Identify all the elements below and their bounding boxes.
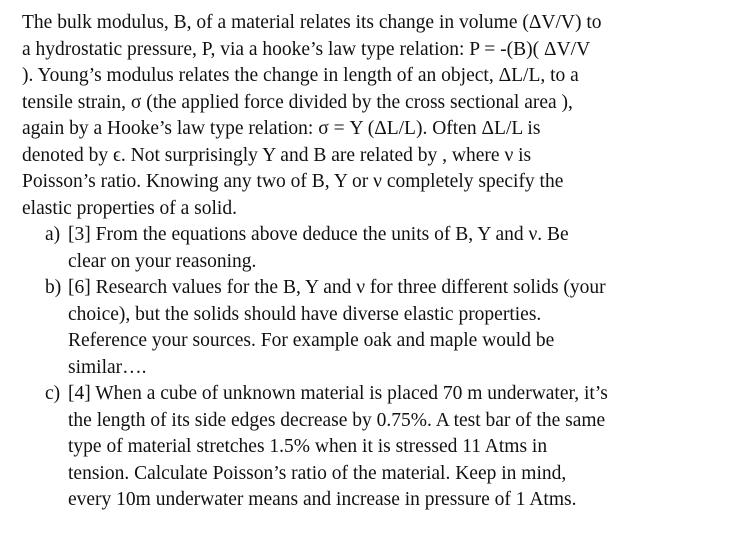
- item-marker: a): [45, 224, 61, 245]
- item-line: clear on your reasoning.: [68, 250, 257, 272]
- item-line: [3] From the equations above deduce the units of B, Y and ν. Be: [68, 224, 569, 245]
- item-line: every 10m underwater means and increase in pressure of 1 Atms.: [68, 489, 577, 510]
- item-marker: b): [45, 277, 62, 298]
- item-line: type of material stretches 1.5% when it is stressed 11 Atms in: [68, 436, 548, 457]
- item-line: similar….: [68, 356, 147, 378]
- item-line: Reference your sources. For example oak and maple would be: [68, 330, 555, 351]
- item-line: tension. Calculate Poisson’s ratio of the material. Keep in mind,: [68, 462, 567, 484]
- intro-line: a hydrostatic pressure, P, via a hooke’s law type relation: P = -(B)( ΔV/V: [22, 38, 591, 60]
- question-item-c: [22, 381, 736, 514]
- intro-line: ). Young’s modulus relates the change in length of an object, ΔL/L, to a: [22, 65, 579, 86]
- intro-line: The bulk modulus, B, of a material relates its change in volume (ΔV/V) to: [22, 12, 602, 33]
- intro-line: denoted by ϵ. Not surprisingly Y and B are related by , where ν is: [22, 144, 532, 166]
- intro-line: tensile strain, σ (the applied force divided by the cross sectional area ),: [22, 91, 573, 113]
- item-marker: c): [45, 383, 61, 404]
- intro-line: elastic properties of a solid.: [22, 197, 237, 219]
- question-item-a: [22, 222, 736, 275]
- item-line: the length of its side edges decrease by 0.75%. A test bar of the same: [68, 409, 606, 431]
- item-line: [6] Research values for the B, Y and ν for three different solids (your: [68, 277, 606, 298]
- item-line: [4] When a cube of unknown material is placed 70 m underwater, it’s: [68, 383, 608, 404]
- intro-line: again by a Hooke’s law type relation: σ = Y (ΔL/L). Often ΔL/L is: [22, 118, 541, 139]
- question-list: [22, 222, 736, 514]
- item-line: choice), but the solids should have diverse elastic properties.: [68, 303, 542, 325]
- question-item-b: [22, 275, 736, 381]
- intro-line: Poisson’s ratio. Knowing any two of B, Y or ν completely specify the: [22, 171, 564, 192]
- intro-paragraph: [22, 10, 736, 222]
